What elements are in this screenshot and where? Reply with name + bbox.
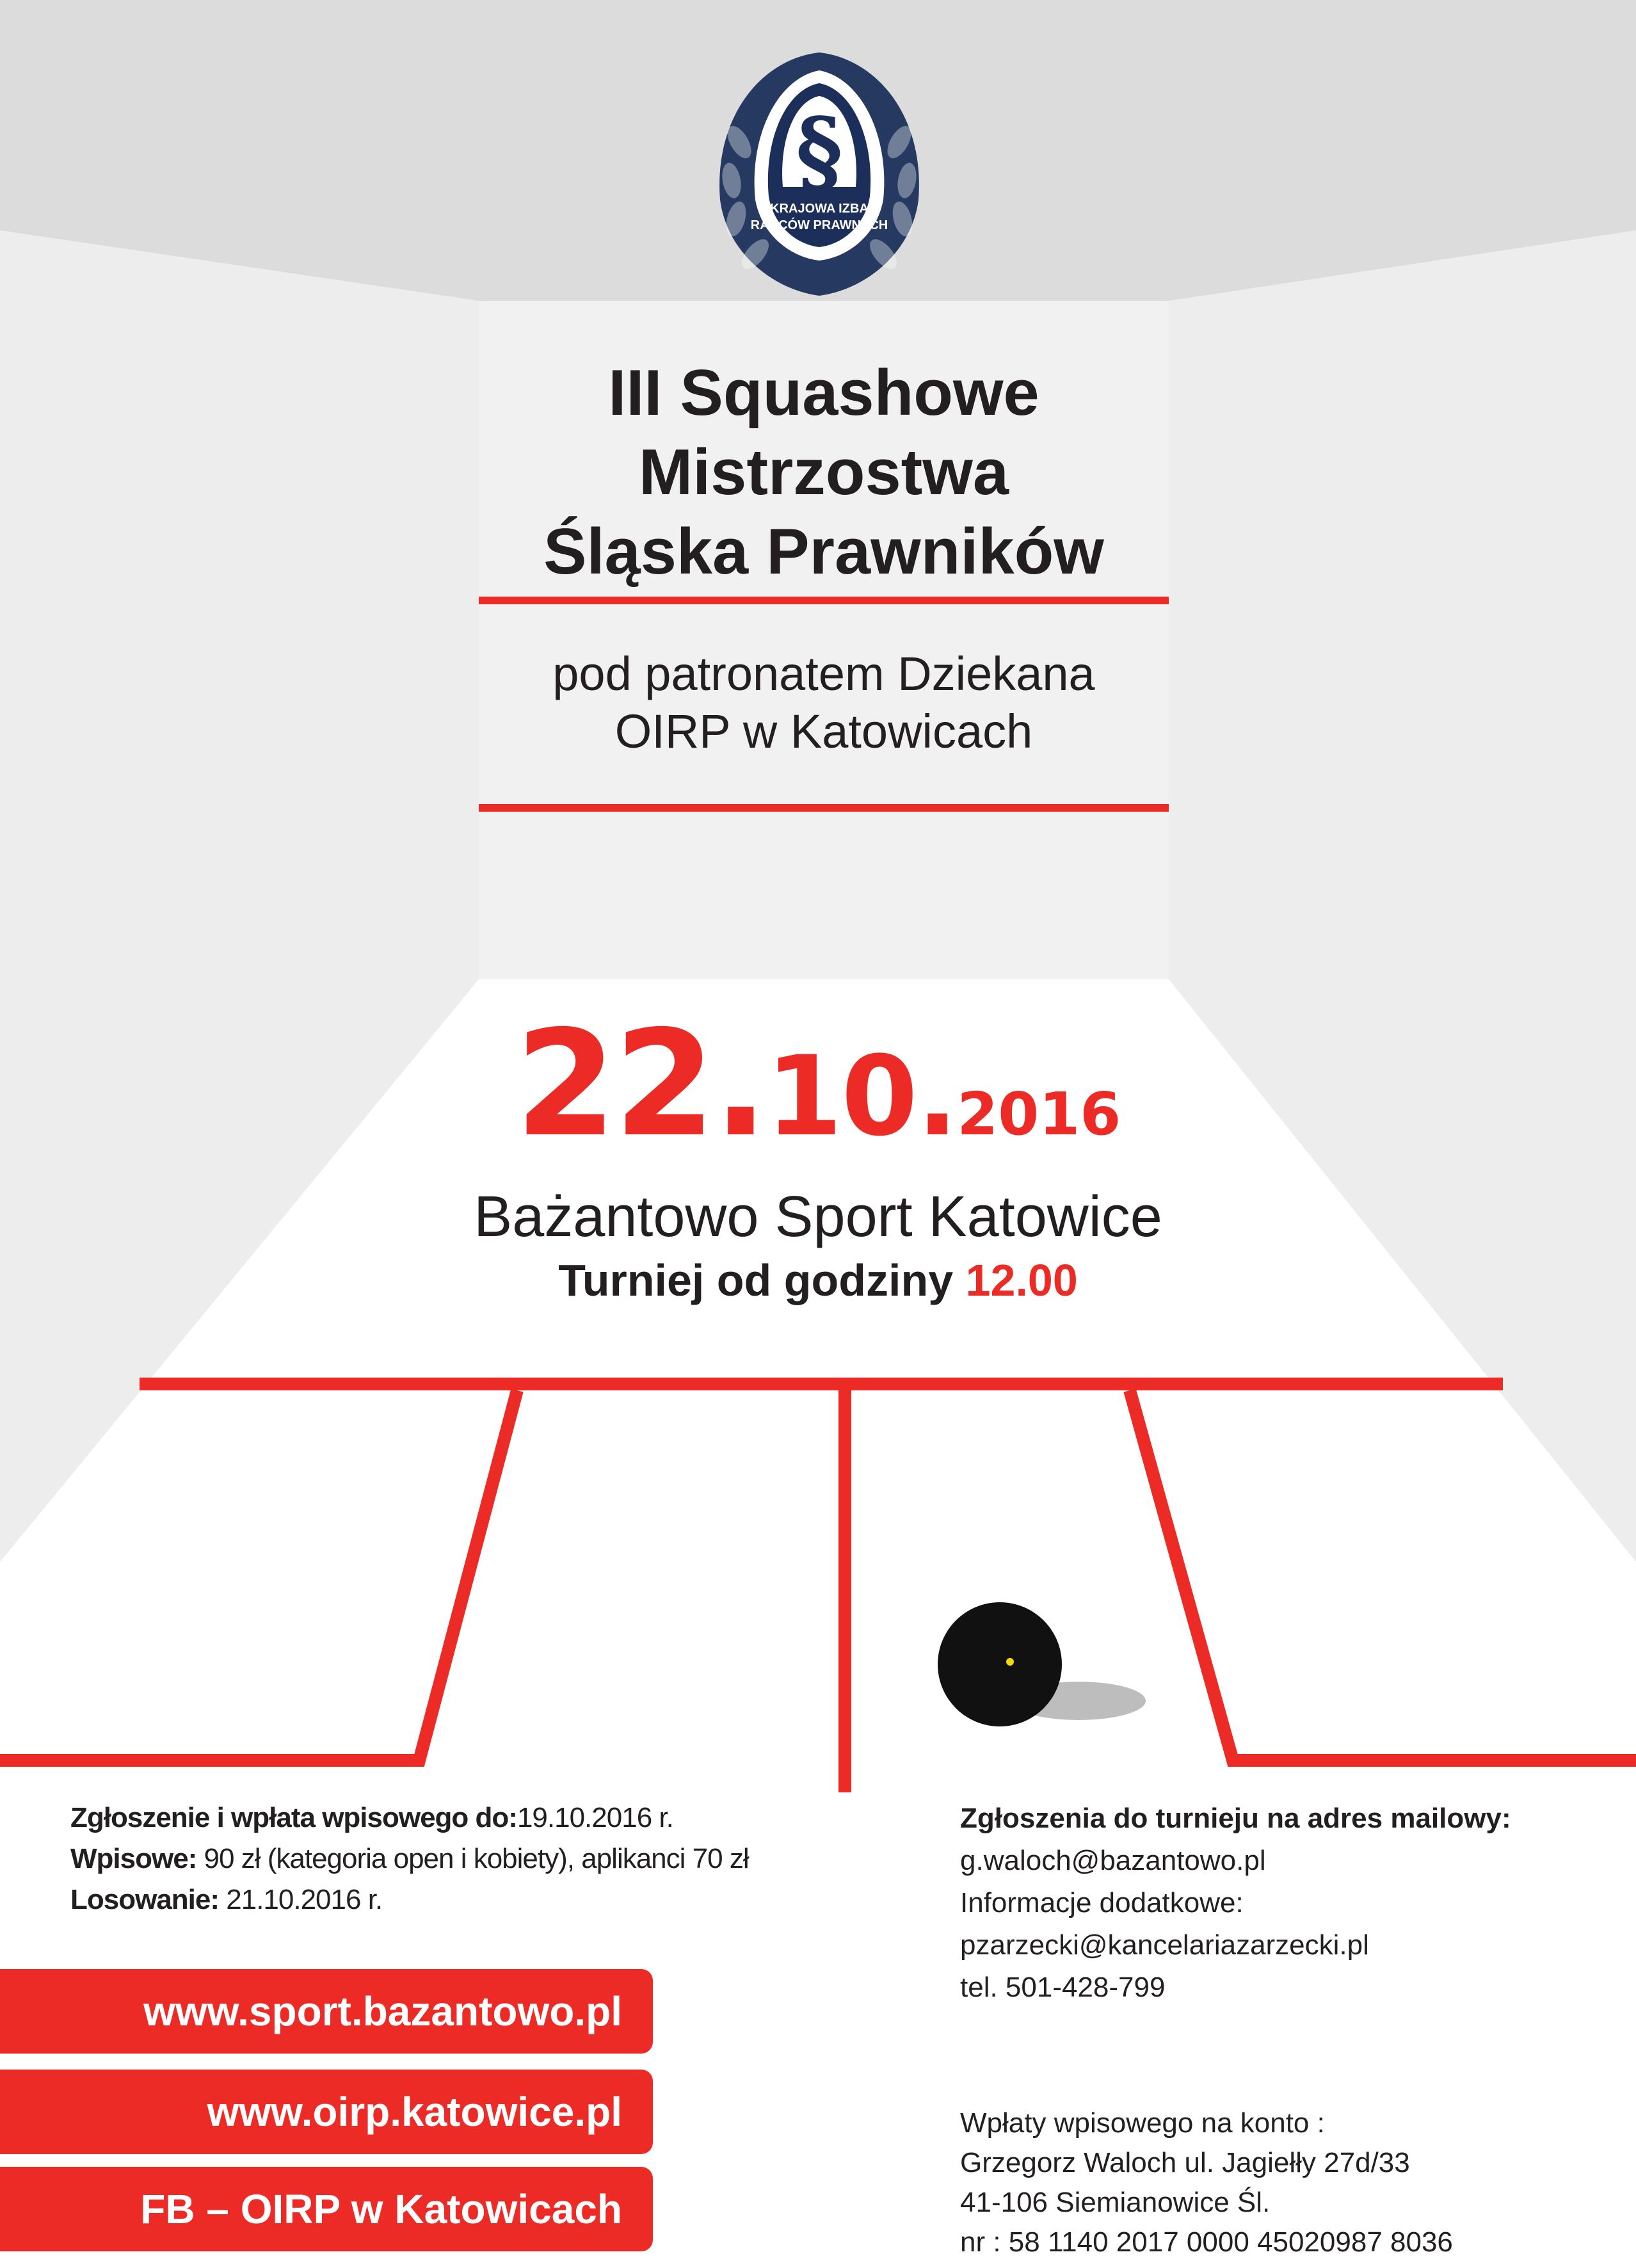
bank-line-1: Wpłaty wpisowego na konto : [960, 2107, 1325, 2139]
link-sport-bazantowo[interactable]: www.sport.bazantowo.pl [0, 1969, 653, 2054]
event-venue: Bażantowo Sport Katowice [474, 1185, 1162, 1249]
link-facebook-oirp[interactable]: FB – OIRP w Katowicach [0, 2167, 653, 2251]
event-time [0, 1255, 1636, 1306]
draw-row [70, 1879, 902, 1920]
logo-text-line2: RADCÓW PRAWNYCH [750, 218, 888, 232]
time-label: Turniej od godziny [558, 1255, 954, 1305]
event-title [479, 353, 1169, 591]
subtitle-line-1: pod patronatem Dziekana [552, 647, 1095, 700]
time-value: 12.00 [965, 1255, 1078, 1305]
registration-info [70, 1798, 902, 1920]
fee-value: 90 zł (kategoria open i kobiety), aplikanci 70 zł [196, 1843, 749, 1874]
bank-line-4: nr : 58 1140 2017 0000 45020987 8036 [960, 2226, 1453, 2258]
contact-phone: tel. 501-428-799 [960, 1972, 1166, 2003]
draw-value: 21.10.2016 r. [219, 1884, 383, 1915]
section-sign-icon: § [796, 99, 843, 204]
title-line-3: Śląska Prawników [543, 516, 1104, 588]
contact-heading: Zgłoszenia do turnieju na adres mailowy: [960, 1803, 1511, 1834]
deadline-row [70, 1798, 902, 1838]
bank-details [960, 2103, 1600, 2262]
contact-info [960, 1798, 1600, 2009]
draw-label: Losowanie: [70, 1884, 220, 1915]
extra-info-label: Informacje dodatkowe: [960, 1887, 1244, 1918]
logo-text-line1: KRAJOWA IZBA [770, 202, 869, 216]
date-month: 10. [766, 1032, 958, 1161]
deadline-value: 19.10.2016 r. [517, 1802, 673, 1833]
bank-line-3: 41-106 Siemianowice Śl. [960, 2187, 1271, 2218]
title-line-2: Mistrzostwa [638, 437, 1009, 508]
deadline-label: Zgłoszenie i wpłata wpisowego do: [70, 1802, 517, 1833]
contact-email-1[interactable]: g.waloch@bazantowo.pl [960, 1845, 1266, 1876]
fee-label: Wpisowe: [70, 1843, 197, 1874]
event-date [0, 999, 1636, 1169]
patronage-subtitle [479, 645, 1169, 760]
contact-email-2[interactable]: pzarzecki@kancelariazarzecki.pl [960, 1929, 1369, 1961]
date-year: 2016 [957, 1080, 1121, 1148]
bank-line-2: Grzegorz Waloch ul. Jagiełły 27d/33 [960, 2147, 1410, 2178]
title-line-1: III Squashowe [608, 357, 1039, 429]
subtitle-line-2: OIRP w Katowicach [614, 705, 1033, 758]
fee-row [70, 1838, 902, 1879]
date-day: 22. [515, 999, 766, 1169]
link-oirp-katowice[interactable]: www.oirp.katowice.pl [0, 2070, 653, 2154]
krajowa-izba-logo [701, 40, 938, 302]
